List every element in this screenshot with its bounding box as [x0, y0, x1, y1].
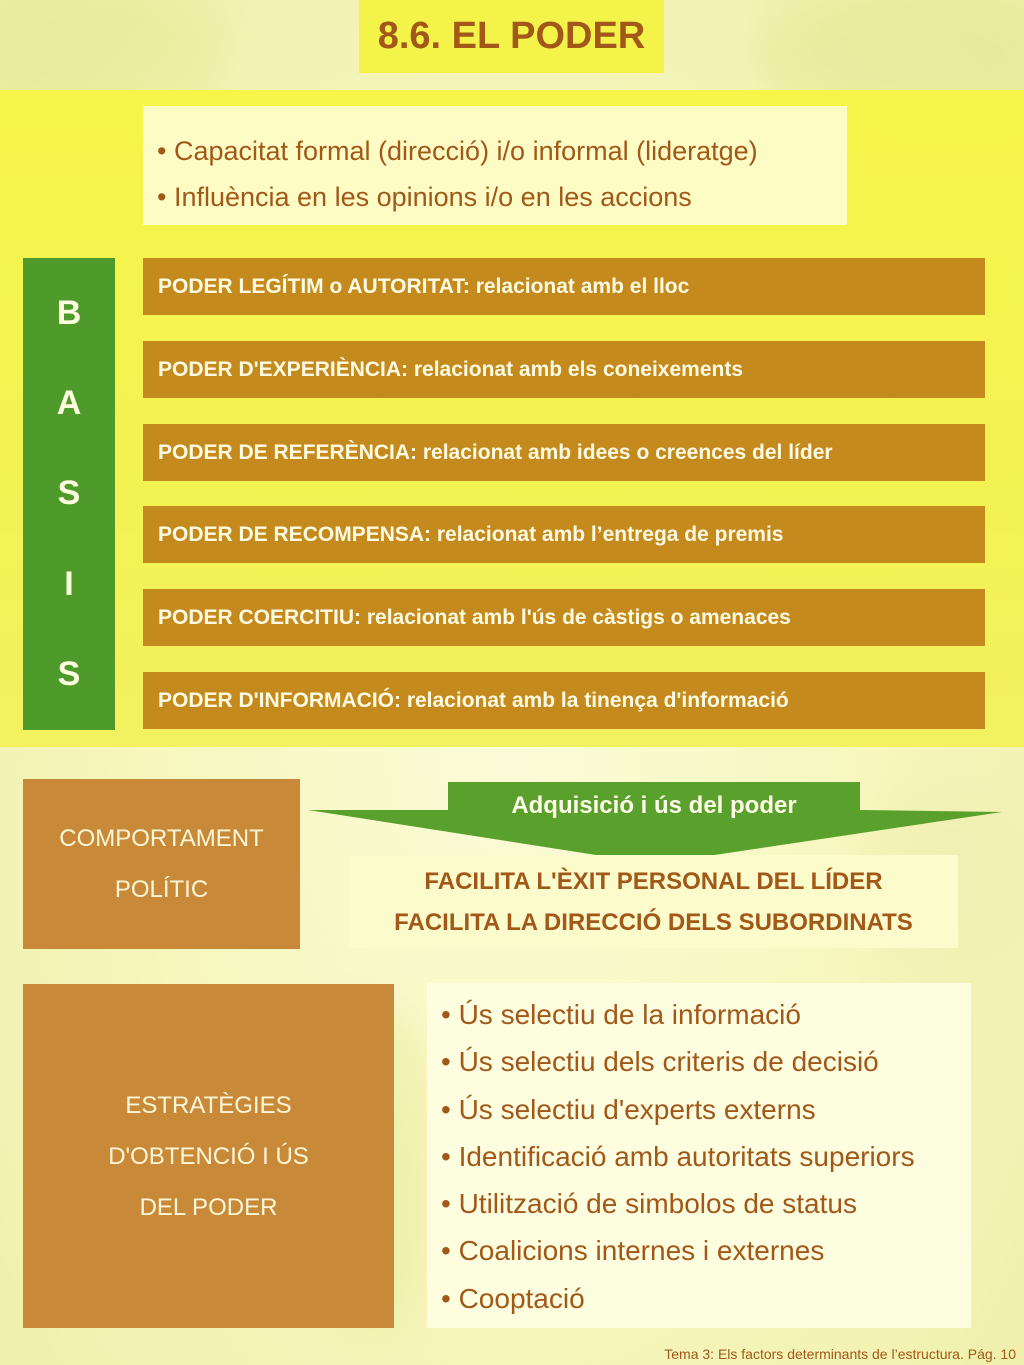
list-item: • Coalicions internes i externes — [441, 1235, 825, 1267]
outcome-line: FACILITA LA DIRECCIÓ DELS SUBORDINATS — [394, 908, 913, 936]
strategies-label: ESTRATÈGIES — [125, 1091, 292, 1119]
political-behavior-label: COMPORTAMENT — [59, 825, 264, 852]
intro-line: • Capacitat formal (direcció) i/o informal (lideratge) — [157, 136, 758, 166]
power-type-bar: PODER D'EXPERIÈNCIA: relacionat amb els coneixements — [143, 341, 985, 398]
power-type-bar: PODER LEGÍTIM o AUTORITAT: relacionat amb el lloc — [143, 258, 985, 315]
list-item: • Identificació amb autoritats superiors — [441, 1140, 915, 1172]
basis-letter: A — [56, 384, 82, 423]
basis-letter: S — [57, 474, 81, 513]
power-type-bar: PODER DE RECOMPENSA: relacionat amb l’entrega de premis — [143, 506, 985, 563]
basis-letter: S — [57, 655, 81, 694]
power-type-bar: PODER DE REFERÈNCIA: relacionat amb idees o creences del líder — [143, 424, 985, 481]
list-item: • Ús selectiu d'experts externs — [441, 1093, 816, 1125]
list-item: • Cooptació — [441, 1282, 585, 1314]
outcomes-box — [349, 855, 958, 948]
page-footer: Tema 3: Els factors determinants de l’estructura. Pág. 10 — [664, 1346, 1016, 1362]
political-behavior-label: POLÍTIC — [114, 876, 209, 903]
intro-line: • Influència en les opinions i/o en les accions — [157, 182, 692, 212]
basis-label — [23, 258, 115, 730]
list-item: • Ús selectiu dels criteris de decisió — [441, 1046, 879, 1078]
list-item: • Ús selectiu de la informació — [441, 999, 801, 1030]
strategies-box — [23, 984, 394, 1328]
outcome-line: FACILITA L'ÈXIT PERSONAL DEL LÍDER — [424, 867, 883, 895]
arrow-label: Adquisició i ús del poder — [511, 792, 797, 819]
strategies-label: D'OBTENCIÓ I ÚS — [108, 1142, 309, 1170]
power-type-bar: PODER D'INFORMACIÓ: relacionat amb la tinença d'informació — [143, 672, 985, 729]
power-type-bar: PODER COERCITIU: relacionat amb l'ús de càstigs o amenaces — [143, 589, 985, 646]
list-item: • Utilització de simbolos de status — [441, 1188, 857, 1220]
intro-box — [143, 106, 847, 225]
strategies-label: DEL PODER — [139, 1193, 278, 1221]
basis-letter: B — [56, 293, 82, 332]
political-behavior-box — [23, 779, 300, 949]
basis-letter: I — [64, 564, 74, 603]
strategies-list — [427, 983, 971, 1328]
page-title: 8.6. EL PODER — [359, 0, 664, 73]
